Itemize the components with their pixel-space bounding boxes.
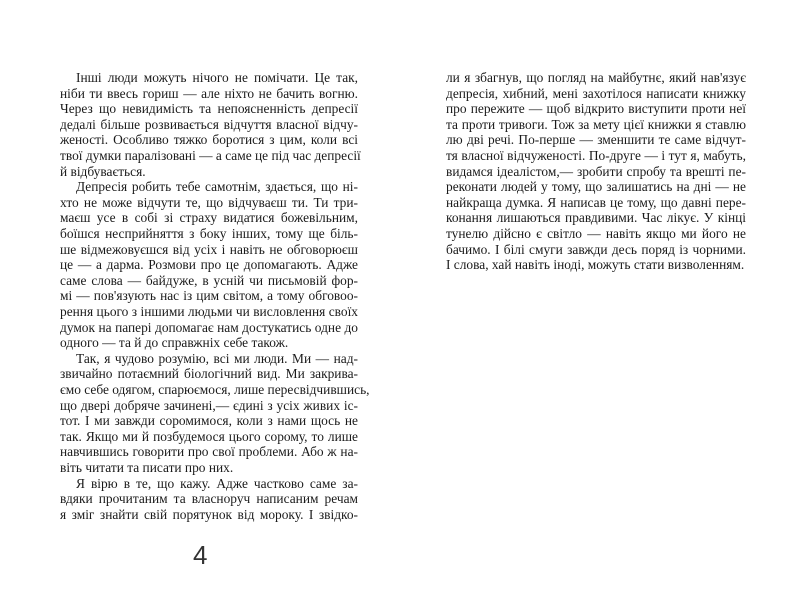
text-line: маєш усе в собі зі страху видатися божевільним, (60, 210, 358, 226)
text-line: І слова, хай навіть іноді, можуть стати визволенням. (446, 257, 745, 273)
text-line: тя власної відчуженості. По-друге — і тут я, мабуть, (446, 148, 746, 163)
text-line: ніби ти ввесь гориш — але ніхто не бачить вогню. (60, 85, 358, 101)
text-line: Через що невидимість та непоясненність депресії (60, 101, 358, 117)
text-line: найкраща думка. Я написав це тому, що давні пере- (446, 194, 746, 210)
text-line: про пережите — щоб відкрито виступити проти неї (446, 101, 746, 117)
text-line: ше відмежовуєшся від усіх і навіть не обговорюєш (60, 241, 358, 257)
text-line: депресія, хибний, мені захотілося написати книжку (446, 85, 746, 101)
text-line: бачимо. І білі смуги завжди десь поряд із чорними. (446, 241, 746, 257)
text-line: тунелю дійсно є світло — навіть якщо ми його не (446, 226, 746, 241)
text-line: та проти тривоги. Тож за мету цієї книжки я ставлю (446, 116, 746, 132)
text-line: саме слова — байдуже, в усній чи письмовій фор- (60, 272, 358, 288)
text-line: дедалі більше розвивається відчуття власної відчу- (60, 116, 358, 132)
text-line: рення цього з іншими людьми чи висловлення своїх (60, 304, 358, 319)
text-line: так. Якщо ми й позбудемося цього сорому, то лише (60, 428, 358, 444)
right-page (446, 0, 746, 615)
text-line: Я вірю в те, що кажу. Адже частково саме за- (76, 475, 358, 491)
text-line: Депресія робить тебе самотнім, здається, що ні- (76, 179, 358, 195)
text-line: Інші люди можуть нічого не помічати. Це так, (76, 70, 358, 85)
text-line: думок на папері допомагає нам достукатись одне до (60, 319, 358, 335)
text-line: навчившись говорити про свої проблеми. Або ж на- (60, 444, 358, 460)
left-page-tail (60, 0, 370, 615)
text-line: вдяки прочитаним та власноруч написаним речам (60, 491, 358, 507)
text-line: ли я збагнув, що погляд на майбутнє, який нав'язує (446, 70, 746, 85)
text-line: це — а дарма. Розмови про це допомагають. Адже (60, 257, 358, 273)
text-line: конання лишаються правдивими. Час лікує. У кінці (446, 210, 746, 226)
text-line: Так, я чудово розумію, всі ми люди. Ми — над- (76, 350, 358, 366)
text-line: й відбувається. (60, 163, 146, 179)
page-number: 4 (193, 540, 208, 570)
text-line: я зміг знайти свій порятунок від мороку. І звідко- (60, 506, 358, 522)
text-line: твої думки паралізовані — а саме це під час депресії (60, 148, 361, 163)
text-line: хто не може відчути те, що відчуваєш ти. Ти три- (60, 194, 358, 210)
text-line: віть читати та писати про них. (60, 460, 234, 475)
text-line: женості. Особливо тяжко боротися з цим, коли всі (60, 132, 358, 148)
text-line: реконати людей у тому, що залишатись на дні — не (446, 179, 746, 195)
text-line: мі — пов'язують нас із цим світом, а тому обговоо- (60, 288, 358, 304)
text-line: звичайно потаємний біологічний вид. Ми закрива- (60, 366, 358, 382)
text-line: одного — та й до справжніх себе також. (60, 335, 289, 351)
text-line: лю дві речі. По-перше — зменшити те саме відчут- (446, 132, 746, 148)
text-line: боїшся несприйняття з боку інших, тому ще біль- (60, 226, 358, 241)
text-line: ємо себе одягом, спарюємося, лише пересвідчившись, (60, 382, 370, 397)
text-line: що двері добряче зачинені,— єдині з усіх живих іс- (60, 397, 358, 413)
text-line: тот. І ми завжди соромимося, коли з нами щось не (60, 413, 358, 429)
text-line: видамся ідеалістом,— зробити спробу та врешті пе- (446, 163, 746, 179)
